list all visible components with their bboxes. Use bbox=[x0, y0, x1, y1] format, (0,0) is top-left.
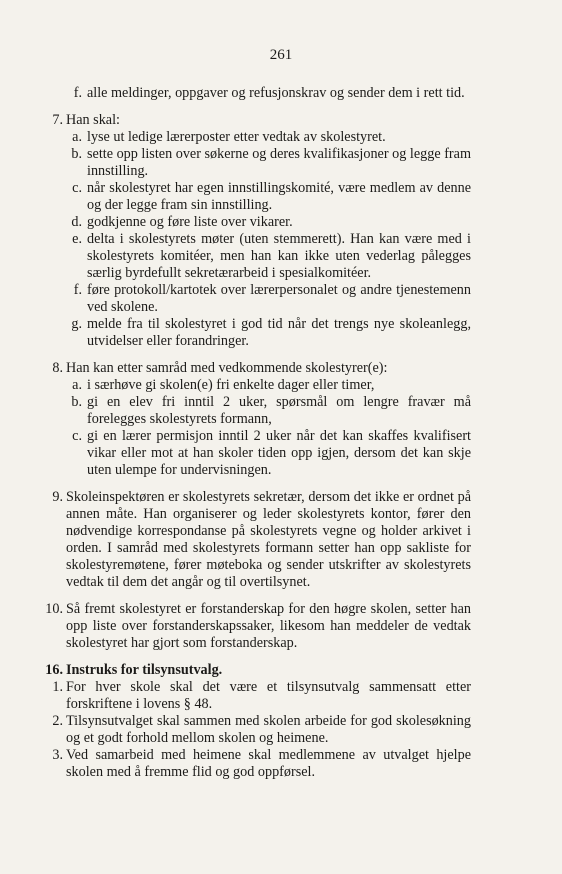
section-8 bbox=[0, 360, 562, 377]
list-item bbox=[0, 214, 562, 231]
item-label: g. bbox=[71, 316, 82, 332]
page-text bbox=[0, 85, 562, 781]
item-label: e. bbox=[72, 231, 82, 247]
item-label: f. bbox=[73, 282, 82, 298]
item-text: gi en lærer permisjon inntil 2 uker når det kan skaffes kvalifisert vikar eller mot at han skoler tiden opp igjen, dersom det kan skje uten ulempe for undervisningen. bbox=[87, 428, 471, 478]
section-7 bbox=[0, 112, 562, 129]
section-number: 9. bbox=[52, 489, 63, 505]
section-number: 10. bbox=[45, 601, 63, 617]
item-text: gi en elev fri inntil 2 uker, spørsmål om lengre fravær må forelegges skolestyrets formann, bbox=[87, 394, 471, 427]
item-label: c. bbox=[72, 180, 82, 196]
section-text: Så fremt skolestyret er forstanderskap for den høgre skolen, setter han opp liste over forstanderskapssaker, likesom han meddeler de vedtak skolestyret har gjort som forstanderskap. bbox=[66, 601, 471, 651]
item-label: f. bbox=[73, 85, 82, 101]
section-text: Han kan etter samråd med vedkommende skolestyrer(e): bbox=[66, 360, 388, 376]
item-label: b. bbox=[71, 394, 82, 410]
item-text: i særhøve gi skolen(e) fri enkelte dager eller timer, bbox=[87, 377, 375, 393]
item-text: Tilsynsutvalget skal sammen med skolen arbeide for god skolesøkning og et godt forhold mellom skolen og heimene. bbox=[66, 713, 471, 746]
section-9 bbox=[0, 489, 562, 591]
item-text: delta i skolestyrets møter (uten stemmerett). Han kan være med i skolestyrets komitéer, men han kan ikke uten vederlag pålegges særlig byrdefullt sekretærarbeid i spesialkomitéer. bbox=[87, 231, 471, 281]
numbered-item bbox=[0, 747, 562, 781]
item-text: lyse ut ledige lærerposter etter vedtak av skolestyret. bbox=[87, 129, 386, 145]
item-label: c. bbox=[72, 428, 82, 444]
list-item bbox=[0, 146, 562, 180]
list-item bbox=[0, 394, 562, 428]
section-text: Han skal: bbox=[66, 112, 120, 128]
item-label: b. bbox=[71, 146, 82, 162]
list-item bbox=[0, 428, 562, 479]
list-item bbox=[0, 129, 562, 146]
item-number: 3. bbox=[52, 747, 63, 763]
item-text: godkjenne og føre liste over vikarer. bbox=[87, 214, 293, 230]
item-text: Ved samarbeid med heimene skal medlemmene av utvalget hjelpe skolen med å fremme flid og god oppførsel. bbox=[66, 747, 471, 780]
heading-number: 16. bbox=[45, 662, 63, 678]
section-heading bbox=[0, 662, 562, 679]
numbered-item bbox=[0, 679, 562, 713]
numbered-item bbox=[0, 713, 562, 747]
heading-text: Instruks for tilsynsutvalg. bbox=[66, 662, 223, 678]
item-text: når skolestyret har egen innstillingskomité, være medlem av denne og der legge fram sin innstilling. bbox=[87, 180, 471, 213]
list-item bbox=[0, 316, 562, 350]
item-text: melde fra til skolestyret i god tid når det trengs nye skoleanlegg, utvidelser eller forandringer. bbox=[87, 316, 471, 349]
list-item bbox=[0, 180, 562, 214]
item-text: alle meldinger, oppgaver og refusjonskrav og sender dem i rett tid. bbox=[87, 85, 465, 101]
item-number: 1. bbox=[52, 679, 63, 695]
item-text: For hver skole skal det være et tilsynsutvalg sammensatt etter forskriftene i lovens § 48. bbox=[66, 679, 471, 712]
item-text: føre protokoll/kartotek over lærerpersonalet og andre tjenestemenn ved skolene. bbox=[87, 282, 471, 315]
page-number: 261 bbox=[269, 47, 293, 63]
list-item bbox=[0, 85, 562, 102]
section-10 bbox=[0, 601, 562, 652]
item-label: a. bbox=[72, 377, 82, 393]
item-label: a. bbox=[72, 129, 82, 145]
section-number: 8. bbox=[52, 360, 63, 376]
item-text: sette opp listen over søkerne og deres kvalifikasjoner og legge fram innstilling. bbox=[87, 146, 471, 179]
list-item bbox=[0, 282, 562, 316]
item-label: d. bbox=[71, 214, 82, 230]
section-number: 7. bbox=[52, 112, 63, 128]
list-item bbox=[0, 231, 562, 282]
list-item bbox=[0, 377, 562, 394]
section-text: Skoleinspektøren er skolestyrets sekretær, dersom det ikke er ordnet på annen måte. Han organiserer og leder skolestyrets kontor, fører den nødvendige korrespondanse på skolestyrets vegne og holder arkivet i orden. I samråd med skolestyrets formann setter han opp sakliste for skolestyremøtene, fører møteboka og sender utskrifter av skolestyrets vedtak til dem det angår og til overtilsynet. bbox=[66, 489, 471, 590]
item-number: 2. bbox=[52, 713, 63, 729]
